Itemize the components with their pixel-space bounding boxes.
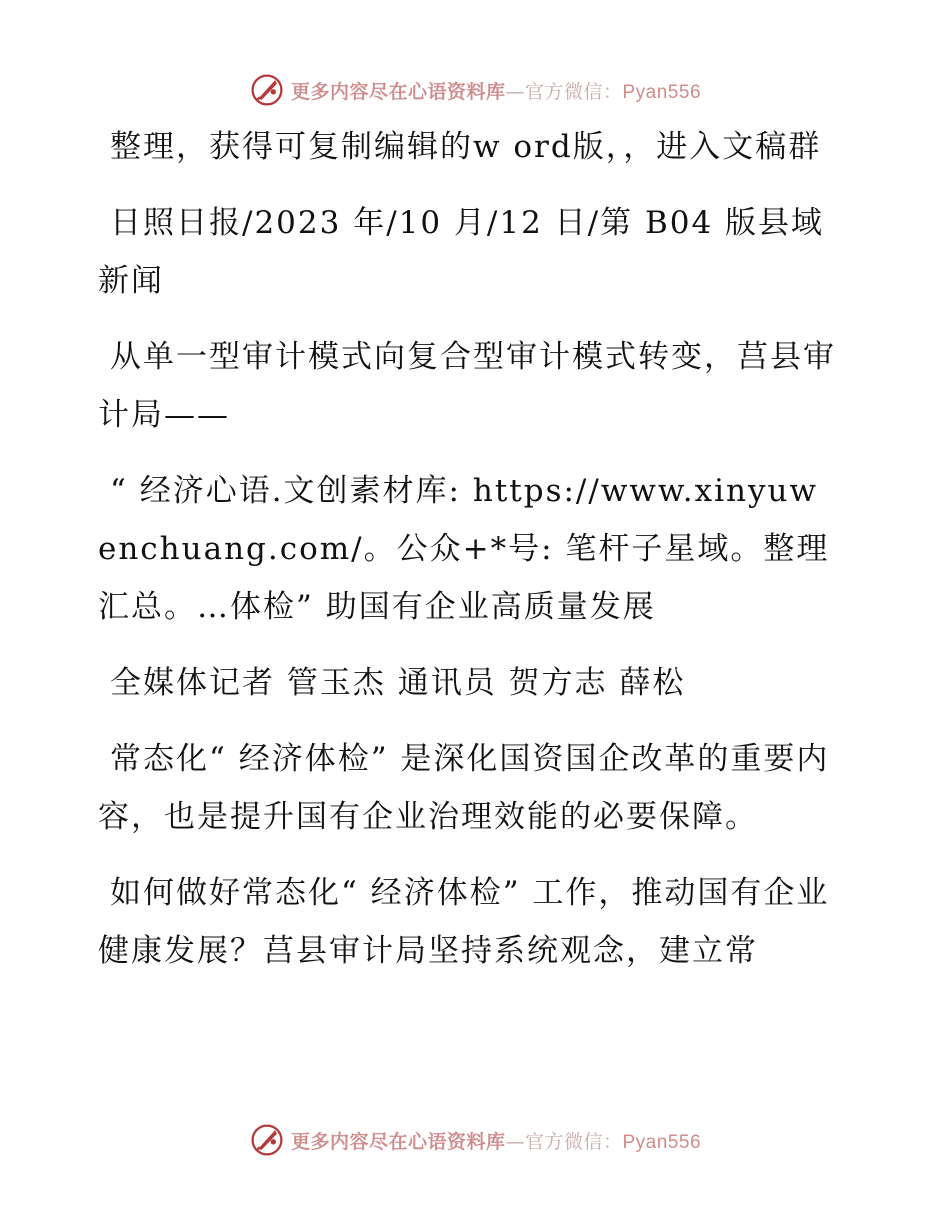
paragraph-byline: 全媒体记者 管玉杰 通讯员 贺方志 薛松 — [110, 665, 686, 701]
watermark-brand: 更多内容尽在心语资料库 — [290, 1130, 506, 1153]
watermark-separator: — — [505, 80, 525, 103]
paragraph-source: 日照日报/2023 年/10 月/12 日/第 B04 版县域新闻 — [98, 205, 825, 299]
watermark-suffix: 官方微信： — [524, 80, 623, 103]
watermark-brand: 更多内容尽在心语资料库 — [290, 80, 506, 103]
paragraph-intro: 整理，获得可复制编辑的w ord版，，进入文稿群 — [110, 129, 822, 165]
quill-logo-icon — [249, 1122, 285, 1158]
watermark-separator: — — [505, 1130, 525, 1153]
paragraph-subheadline: “ 经济心语.文创素材库: https://www.xinyuwenchuang.com/。公众+*号: 笔杆子星域。整理汇总。…体检” 助国有企业高质量发展 — [98, 473, 830, 625]
paragraph-body-1: 常态化“ 经济体检” 是深化国资国企改革的重要内容，也是提升国有企业治理效能的必要保障。 — [98, 741, 830, 835]
paragraph-headline: 从单一型审计模式向复合型审计模式转变，莒县审计局—— — [98, 339, 836, 433]
header-watermark — [0, 68, 950, 112]
quill-logo-icon — [249, 72, 285, 108]
watermark-suffix: 官方微信： — [524, 1130, 623, 1153]
watermark-text — [291, 77, 701, 104]
watermark-wechat-id: Pyan556 — [622, 1131, 702, 1153]
document-body — [98, 118, 838, 998]
footer-watermark — [0, 1118, 950, 1162]
watermark-wechat-id: Pyan556 — [622, 81, 702, 103]
paragraph-body-2: 如何做好常态化“ 经济体检” 工作，推动国有企业健康发展？莒县审计局坚持系统观念，建立常 — [98, 875, 830, 969]
watermark-text — [291, 1127, 701, 1154]
